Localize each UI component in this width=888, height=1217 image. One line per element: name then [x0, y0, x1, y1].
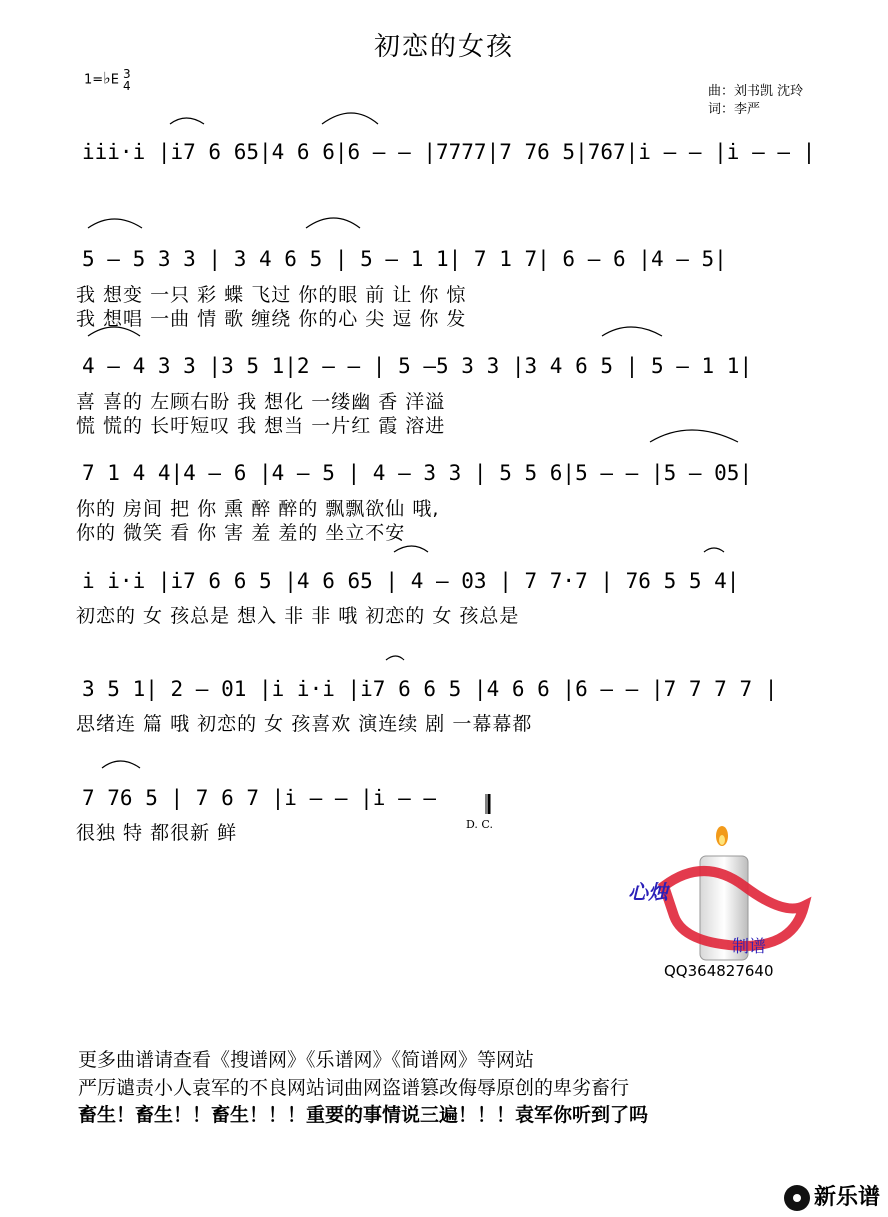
footer-line-2: 严厉谴责小人袁军的不良网站词曲网盗谱篡改侮辱原创的卑劣畜行	[78, 1077, 630, 1099]
watermark-brand: 心烛	[628, 880, 668, 904]
notation-row-3: 4 – 4 3 3 |3 5 1|2 – – | 5 –5 3 3 |3 4 6 5 | 5 – 1 1|	[82, 354, 753, 378]
flat-sign: ♭	[103, 68, 111, 88]
lyric-row-2-verse-1: 我 想变 一只 彩 蝶 飞过 你的眼 前 让 你 惊	[76, 284, 467, 306]
lyric-row-4-verse-2: 你的 微笑 看 你 害 羞 羞的 坐立不安	[76, 522, 406, 544]
time-bottom: 4	[122, 79, 131, 93]
lyric-row-2-verse-2: 我 想唱 一曲 情 歌 缠绕 你的心 尖 逗 你 发	[76, 308, 467, 330]
record-disc-icon	[784, 1185, 810, 1211]
lyric-row-4-verse-1: 你的 房间 把 你 熏 醉 醉的 飘飘欲仙 哦,	[76, 498, 440, 520]
watermark-qq: QQ364827640	[664, 962, 774, 980]
notation-row-2: 5 – 5 3 3 | 3 4 6 5 | 5 – 1 1| 7 1 7| 6 – 6 |4 – 5|	[82, 247, 727, 271]
notation-row-6: 3 5 1| 2 – 01 |i̇ i̇·i̇ |i̇7 6 6 5 |4 6 6 |6 – – |7 7 7 7 |	[82, 677, 778, 701]
site-logo[interactable]	[784, 1180, 880, 1211]
notation-row-1: i̇i̇i̇·i̇ |i̇7 6 65|4 6 6|6 – – |7777|7 76 5|767|i̇ – – |i̇ – – |	[82, 140, 816, 164]
notation-row-5: i̇ i̇·i̇ |i̇7 6 6 5 |4 6 65 | 4 – 03 | 7 7·7 | 76 5 5 4|	[82, 569, 740, 593]
song-title: 初恋的女孩	[373, 32, 514, 62]
time-top: 3	[122, 67, 131, 81]
notation-row-4: 7 1 4 4|4 – 6 |4 – 5 | 4 – 3 3 | 5 5 6|5 – – |5 – 05|	[82, 461, 753, 485]
lyric-row-3-verse-1: 喜 喜的 左顾右盼 我 想化 一缕幽 香 洋溢	[76, 391, 446, 413]
lyric-row-5: 初恋的 女 孩总是 想入 非 非 哦 初恋的 女 孩总是	[76, 605, 520, 627]
lyric-row-7: 很独 特 都很新 鲜	[76, 822, 238, 844]
composer-credit: 曲：刘书凯 沈玲	[708, 84, 804, 99]
da-capo-mark: D. C.	[466, 818, 493, 831]
key-prefix: 1=	[84, 72, 104, 88]
key-note: E	[110, 72, 119, 88]
lyric-row-3-verse-2: 慌 慌的 长吁短叹 我 想当 一片红 霞 溶进	[76, 415, 446, 437]
watermark-label: 制谱	[732, 937, 766, 957]
lyric-row-6: 思绪连 篇 哦 初恋的 女 孩喜欢 演连续 剧 一幕幕都	[76, 713, 533, 735]
notation-row-7: 7 76 5 | 7 6 7 |i̇ – – |i̇ – –	[82, 786, 437, 810]
footer-line-3: 畜生！畜生！！畜生！！！重要的事情说三遍！！！袁军你听到了吗	[78, 1104, 649, 1126]
footer-line-1: 更多曲谱请查看《搜谱网》《乐谱网》《简谱网》等网站	[78, 1049, 535, 1071]
lyricist-credit: 词：李严	[708, 102, 761, 117]
site-logo-text: 新乐谱	[813, 1185, 880, 1210]
